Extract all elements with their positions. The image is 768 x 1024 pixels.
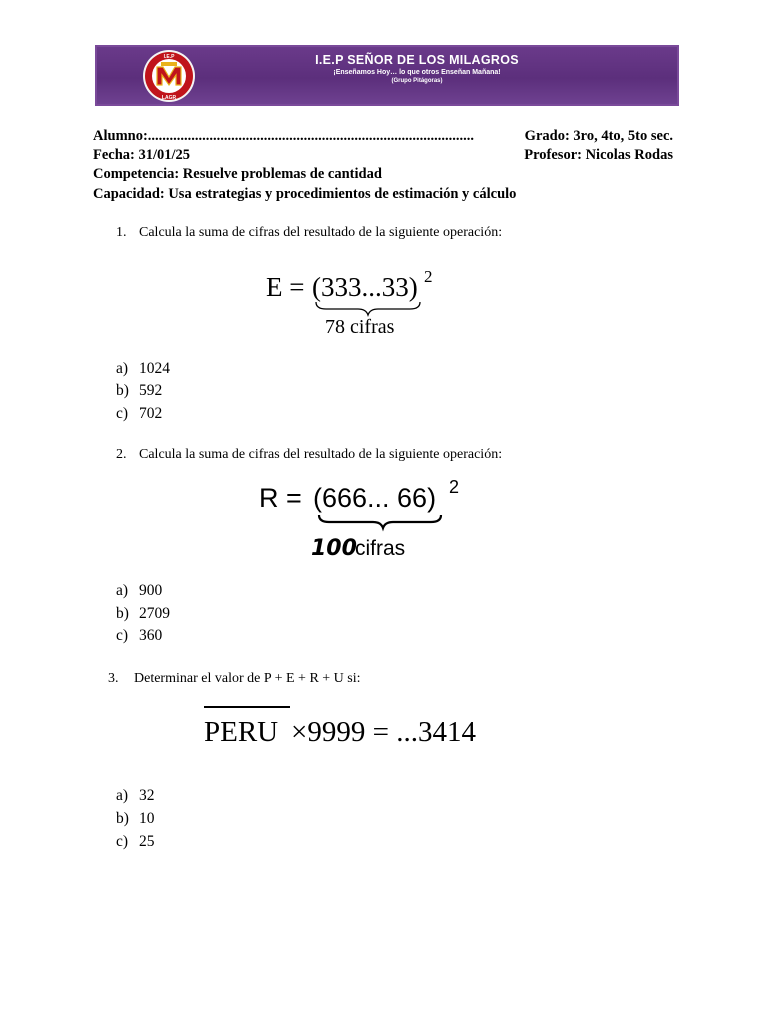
profesor-label: Profesor: Nicolas Rodas <box>524 147 673 163</box>
q1-option-a[interactable]: a) 1024 <box>116 360 170 377</box>
equation-2-exponent: 2 <box>449 477 460 497</box>
q2-option-b[interactable]: b) 2709 <box>116 605 170 622</box>
q1-option-c[interactable]: c) 702 <box>116 405 163 422</box>
question-3-text: Determinar el valor de P + E + R + U si: <box>134 671 361 686</box>
crest-bottom-text: LAGR <box>161 95 177 101</box>
underbrace-2 <box>319 515 441 528</box>
equation-1-lhs: E = <box>266 272 305 302</box>
capacidad-label: Capacidad: Usa estrategias y procedimientos de estimación y cálculo <box>93 186 517 202</box>
q3-option-a[interactable]: a) 32 <box>116 787 155 804</box>
school-group: (Grupo Pitágoras) <box>391 78 443 84</box>
alumno-field[interactable]: Alumno:.......................................................................................... <box>93 128 475 144</box>
equation-1-exponent: 2 <box>424 267 433 286</box>
equation-2-brace-number: 100 <box>311 536 357 561</box>
equation-2-lhs: R = <box>259 483 302 513</box>
header-row-2 <box>93 146 673 164</box>
underbrace-1 <box>316 302 420 315</box>
question-1-number: 1. <box>116 225 127 240</box>
equation-2-brace-word: cifras <box>355 537 406 560</box>
question-3 <box>108 671 361 687</box>
q3-option-c[interactable]: c) 25 <box>116 833 155 850</box>
equation-1 <box>262 262 452 342</box>
crest-top-text: I.E.P <box>163 54 175 60</box>
equation-3-rest: ×9999 = ...3414 <box>291 716 476 748</box>
question-3-number: 3. <box>108 671 119 686</box>
grado-label: Grado: 3ro, 4to, 5to sec. <box>524 128 673 144</box>
q2-option-c[interactable]: c) 360 <box>116 627 163 644</box>
equation-2-base: (666... 66) <box>313 483 437 513</box>
equation-1-base: (333...33) <box>312 272 418 302</box>
equation-3 <box>200 700 520 750</box>
q1-option-b[interactable]: b) 592 <box>116 382 163 399</box>
school-banner <box>95 45 679 106</box>
header-row-1 <box>93 127 673 145</box>
equation-3-peru: PERU <box>204 716 279 748</box>
question-2-text: Calcula la suma de cifras del resultado de la siguiente operación: <box>139 447 503 462</box>
school-motto: ¡Enseñamos Hoy… lo que otros Enseñan Mañana! <box>333 69 501 76</box>
q2-option-a[interactable]: a) 900 <box>116 582 163 599</box>
competencia-label: Competencia: Resuelve problemas de cantidad <box>93 166 382 182</box>
q3-option-b[interactable]: b) 10 <box>116 810 155 827</box>
question-2-number: 2. <box>116 447 127 462</box>
equation-1-brace-label: 78 cifras <box>325 316 395 338</box>
question-1 <box>116 225 502 241</box>
question-1-text: Calcula la suma de cifras del resultado de la siguiente operación: <box>139 225 503 240</box>
fecha-label: Fecha: 31/01/25 <box>93 147 191 163</box>
question-2 <box>116 447 502 463</box>
equation-2 <box>255 473 485 565</box>
school-name: I.E.P SEÑOR DE LOS MILAGROS <box>315 53 519 67</box>
